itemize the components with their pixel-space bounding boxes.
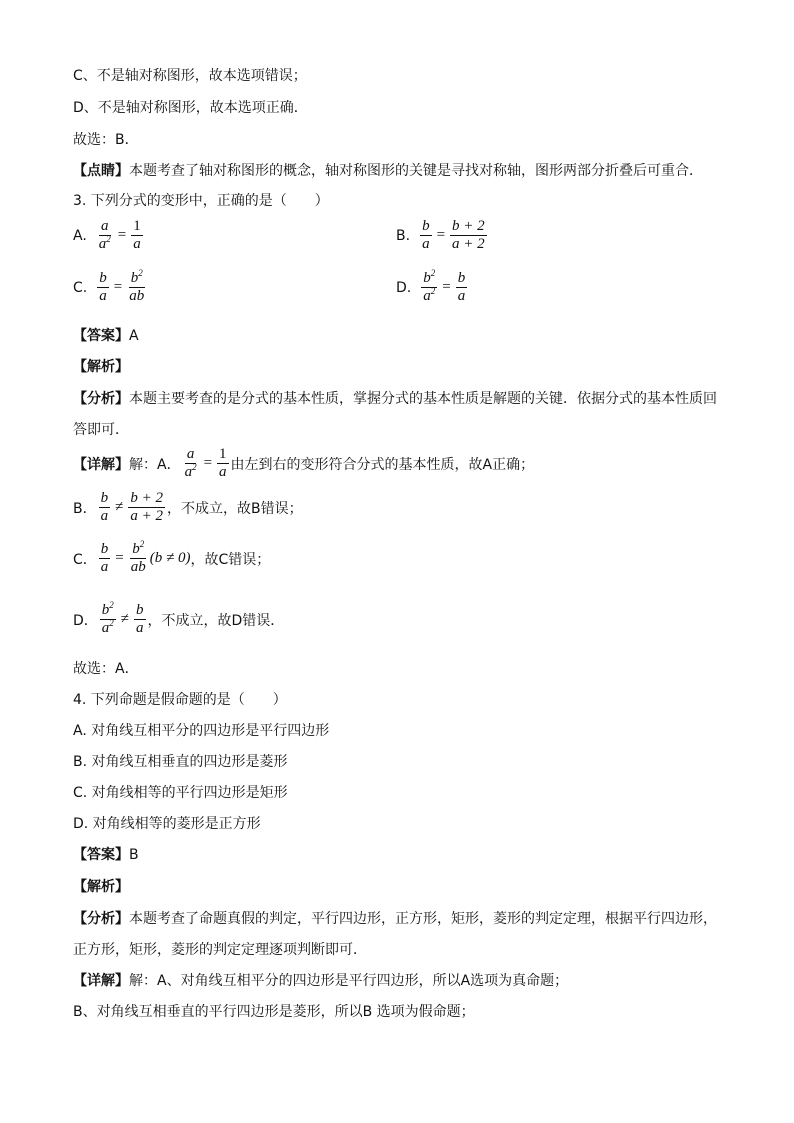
q3-xiangjie-a: 【详解】 解：A． $\frac{a}{a^2}$ = $\frac{1}{a}$ 由左到右的变形符合分式的基本性质，故A正确；: [73, 446, 535, 480]
prev-line-d: D、不是轴对称图形，故本选项正确．: [73, 100, 308, 116]
q3-xiangjie-tag: 【详解】: [73, 456, 129, 473]
q3-answer: [73, 326, 139, 346]
q4-xiangjie-a-text: 解：A、对角线互相平分的四边形是平行四边形，所以A选项为真命题；: [129, 973, 569, 989]
q4-xiangjie-tag: 【详解】: [73, 973, 129, 989]
q3-answer-tag: 【答案】: [73, 328, 129, 344]
q3-option-d: D. $\frac{b^2}{a^2}$ = $\frac{b}{a}$: [396, 268, 466, 304]
q3-stem: 3. 下列分式的变形中，正确的是（ ）: [73, 193, 329, 209]
q3-fenxi-tag: 【分析】: [73, 391, 129, 407]
prev-dianjing: [73, 161, 703, 181]
q3-d-prefix: D．: [73, 612, 98, 629]
q3-choice: 故选：A．: [73, 661, 139, 677]
q4-analysis-tag: 【解析】: [73, 879, 129, 895]
q3-b-suffix: ，不成立，故B错误；: [166, 500, 303, 517]
q3-d-suffix: ，不成立，故D错误．: [147, 612, 285, 629]
q3-option-c-label: C.: [73, 279, 88, 296]
q3-option-a-label: A.: [73, 227, 87, 244]
q4-fenxi-line2: 正方形，矩形，菱形的判定定理逐项判断即可．: [73, 942, 367, 958]
q3-xiangjie-a-suffix: 由左到右的变形符合分式的基本性质，故A正确；: [230, 456, 535, 473]
q3-c-condition: (b ≠ 0): [149, 550, 191, 566]
q4-xiangjie-b: B、对角线互相垂直的平行四边形是菱形，所以B 选项为假命题；: [73, 1004, 475, 1020]
q3-xiangjie-c: C． $\frac{b}{a}$ = $\frac{b^2}{ab}$ (b ≠ 0) ，故C错误；: [73, 539, 271, 575]
q3-option-c: C. $\frac{b}{a}$ = $\frac{b^2}{ab}$: [73, 268, 145, 304]
q4-option-c: C. 对角线相等的平行四边形是矩形: [73, 785, 288, 801]
q4-answer-value: B: [129, 847, 139, 863]
q4-fenxi-text1: 本题考查了命题真假的判定，平行四边形，正方形，矩形，菱形的判定定理，根据平行四边形，: [129, 911, 717, 927]
q4-stem: 4. 下列命题是假命题的是（ ）: [73, 692, 287, 708]
q3-fenxi-line2: 答即可．: [73, 422, 129, 438]
q3-c-suffix: ，故C错误；: [190, 551, 271, 568]
dianjing-text: 本题考查了轴对称图形的概念，轴对称图形的关键是寻找对称轴，图形两部分折叠后可重合．: [129, 163, 703, 179]
q3-c-prefix: C．: [73, 551, 97, 568]
q3-answer-value: A: [129, 328, 139, 344]
q3-xiangjie-b: B． $\frac{b}{a}$ ≠ $\frac{b + 2}{a + 2}$ ，不成立，故B错误；: [73, 490, 303, 524]
q4-fenxi-tag: 【分析】: [73, 911, 129, 927]
q4-option-a: A. 对角线互相平分的四边形是平行四边形: [73, 723, 330, 739]
q4-xiangjie-a: [73, 971, 568, 991]
q3-option-d-label: D.: [396, 279, 412, 296]
q4-answer-tag: 【答案】: [73, 847, 129, 863]
q3-b-prefix: B．: [73, 500, 97, 517]
dianjing-tag: 【点睛】: [73, 163, 129, 179]
prev-choice: 故选：B．: [73, 132, 139, 148]
q3-analysis-tag: 【解析】: [73, 359, 129, 375]
q3-fenxi-line1: [73, 389, 717, 409]
q3-option-a: A. $\frac{a}{a^2}$ = $\frac{1}{a}$: [73, 218, 141, 252]
prev-line-c: C、不是轴对称图形，故本选项错误；: [73, 68, 307, 84]
q4-fenxi-line1: [73, 909, 717, 929]
q4-option-d: D. 对角线相等的菱形是正方形: [73, 816, 261, 832]
q3-xiangjie-d: D． $\frac{b^2}{a^2}$ ≠ $\frac{b}{a}$ ，不成立，故D错误．: [73, 600, 285, 636]
q4-answer: [73, 845, 139, 865]
q3-xiangjie-a-prefix: 解：A．: [129, 456, 181, 473]
q3-fenxi-text1: 本题主要考查的是分式的基本性质，掌握分式的基本性质是解题的关键．依据分式的基本性质回: [129, 391, 717, 407]
q3-option-b: B. $\frac{b}{a}$ = $\frac{b + 2}{a + 2}$: [396, 218, 485, 252]
q3-option-b-label: B.: [396, 227, 411, 244]
q4-option-b: B. 对角线互相垂直的四边形是菱形: [73, 754, 288, 770]
